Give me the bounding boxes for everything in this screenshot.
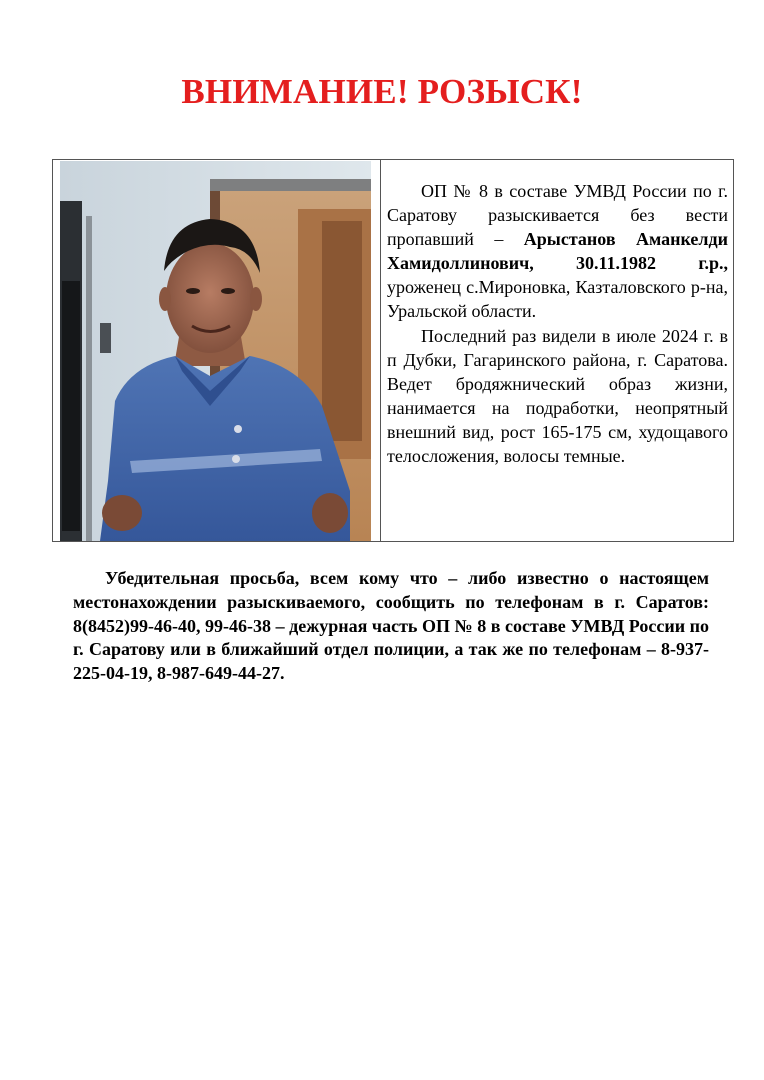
frame-divider <box>380 160 381 541</box>
contact-appeal: Убедительная просьба, всем кому что – либо известно о настоящем местонахождении разыскиваемого, сообщить по телефонам в г. Саратов: 8(8452)99-46-40, 99-46-38 – дежурная часть ОП № 8 в составе УМВД России по г. Саратову или в ближайший отдел полиции, а так же по телефонам – 8-937-225-04-19, 8-987-649-44-27. <box>73 568 709 684</box>
info-frame <box>52 159 734 542</box>
page-title: ВНИМАНИЕ! РОЗЫСК! <box>181 72 583 111</box>
description-intro: ОП № 8 в составе УМВД России по г. Саратову разыскивается без вести пропавший – <box>387 181 728 250</box>
person-name-birthdate: Арыстанов Аманкелди Хамидоллинович, 30.11.1982 г.р., <box>387 229 728 274</box>
person-description <box>387 179 728 468</box>
description-birthplace: уроженец с.Мироновка, Казталовского р-на, Уральской области. <box>387 277 728 322</box>
description-paragraph-1 <box>387 179 728 324</box>
description-paragraph-2: Последний раз видели в июле 2024 г. в п Дубки, Гагаринского района, г. Саратова. Ведет бродяжнический образ жизни, нанимается на подработки, неопрятный внешний вид, рост 165-175 см, худощавого телосложения, волосы темные. <box>387 325 728 467</box>
person-photo-image <box>60 161 371 541</box>
person-photo <box>60 161 371 541</box>
